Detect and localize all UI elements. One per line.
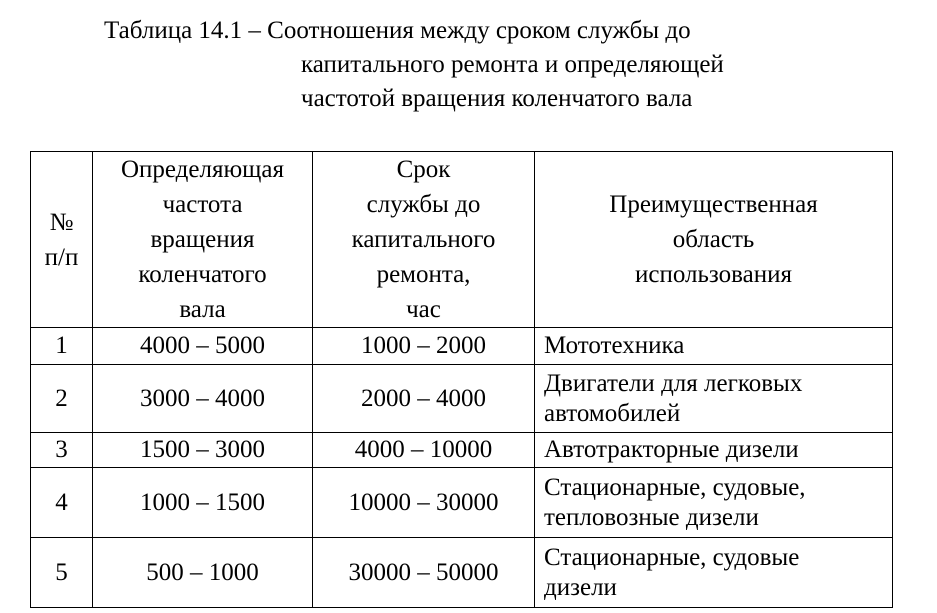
cell-number: 2 — [31, 365, 93, 433]
caption-line-2: капитального ремонта и определяющей — [301, 51, 724, 78]
cell-frequency: 3000 – 4000 — [93, 365, 313, 433]
table-header-row — [31, 152, 893, 328]
header-number-label: № п/п — [44, 208, 79, 271]
cell-service-life: 4000 – 10000 — [313, 433, 535, 468]
header-number — [31, 152, 93, 328]
table-row — [31, 328, 893, 365]
header-application-area — [535, 152, 893, 328]
cell-number: 5 — [31, 538, 93, 608]
caption-line-1: Таблица 14.1 – Соотношения между сроком службы до — [104, 17, 691, 44]
table-row — [31, 468, 893, 538]
cell-application-area: Стационарные, судовые дизели — [535, 538, 893, 608]
cell-number: 1 — [31, 328, 93, 365]
cell-application-area: Мототехника — [535, 328, 893, 365]
header-service-life-label: Срок службы до капитального ремонта, час — [351, 156, 496, 323]
cell-frequency: 500 – 1000 — [93, 538, 313, 608]
cell-frequency: 4000 – 5000 — [93, 328, 313, 365]
cell-application-area: Стационарные, судовые, тепловозные дизели — [535, 468, 893, 538]
cell-service-life: 2000 – 4000 — [313, 365, 535, 433]
header-frequency — [93, 152, 313, 328]
cell-number: 3 — [31, 433, 93, 468]
cell-frequency: 1000 – 1500 — [93, 468, 313, 538]
table-row — [31, 433, 893, 468]
cell-service-life: 10000 – 30000 — [313, 468, 535, 538]
service-life-table — [30, 151, 893, 608]
header-frequency-label: Определяющая частота вращения коленчатого вала — [120, 156, 284, 323]
cell-service-life: 1000 – 2000 — [313, 328, 535, 365]
header-application-area-label: Преимущественная область использования — [609, 191, 818, 288]
header-service-life — [313, 152, 535, 328]
cell-frequency: 1500 – 3000 — [93, 433, 313, 468]
cell-application-area: Двигатели для легковых автомобилей — [535, 365, 893, 433]
cell-application-area: Автотракторные дизели — [535, 433, 893, 468]
table-row — [31, 538, 893, 608]
table-caption — [0, 14, 937, 116]
cell-service-life: 30000 – 50000 — [313, 538, 535, 608]
cell-number: 4 — [31, 468, 93, 538]
caption-line-3: частотой вращения коленчатого вала — [301, 85, 693, 112]
table-row — [31, 365, 893, 433]
